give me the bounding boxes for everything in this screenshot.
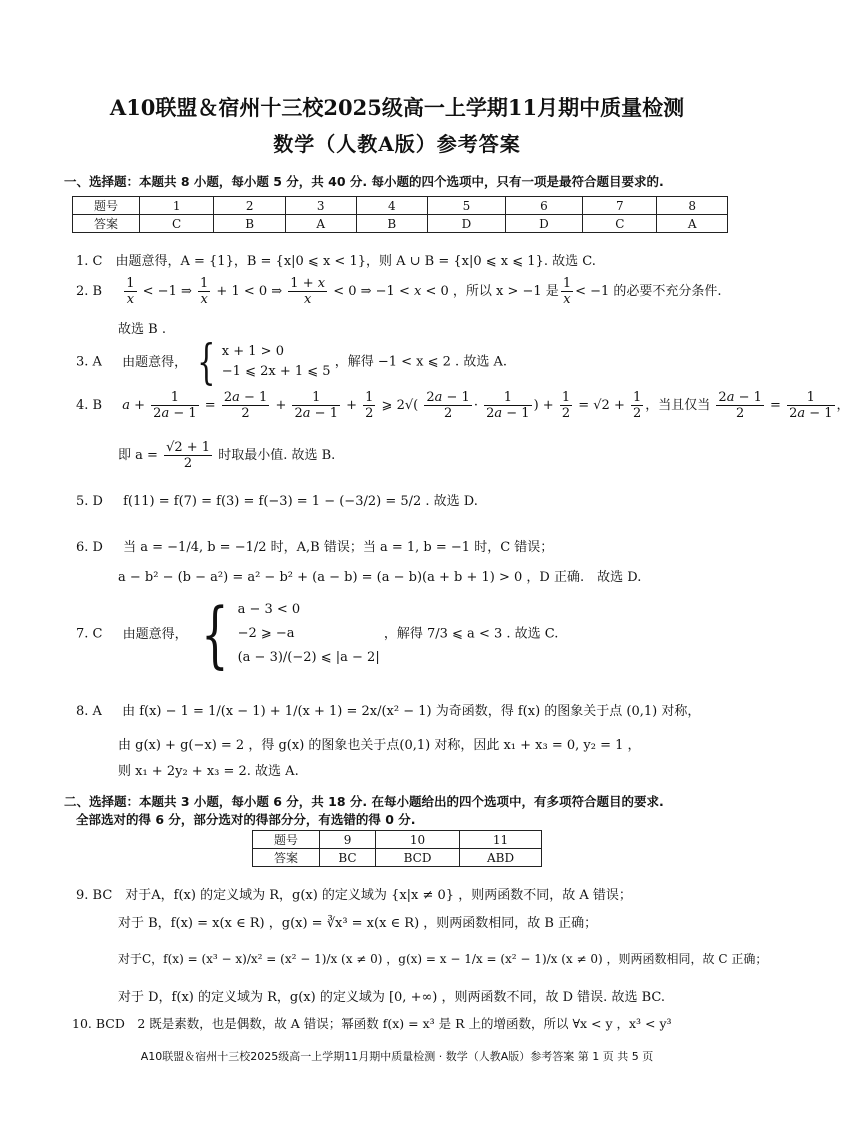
solution-8-line2: 由 g(x) + g(−x) = 2 ，得 g(x) 的图象也关于点(0,1) 对称，因此 x₁ + x₃ = 0, y₂ = 1 ， xyxy=(118,738,641,753)
solution-3-lead: 由题意得， xyxy=(122,354,188,370)
table-cell: 3 xyxy=(285,197,356,215)
table-cell: B xyxy=(356,215,428,233)
answer-table-1 xyxy=(72,196,728,233)
table-cell: ABD xyxy=(460,849,542,867)
table-cell: D xyxy=(428,215,505,233)
table-cell: 2 xyxy=(214,197,286,215)
solution-2-line2: 故选 B . xyxy=(118,322,166,337)
page-footer: A10联盟＆宿州十三校2025级高一上学期11月期中质量检测 · 数学（人教A版）参考答案 第 1 页 共 5 页 xyxy=(140,1050,654,1063)
solution-8-line3: 则 x₁ + 2y₂ + x₃ = 2. 故选 A. xyxy=(118,764,299,779)
solution-number: 4. B xyxy=(76,398,103,413)
solution-4-line2-lead: 即 a = xyxy=(118,448,158,463)
system-line: (a − 3)/(−2) ⩽ |a − 2| xyxy=(237,650,380,665)
solution-9-line1: 9. BC 对于A，f(x) 的定义域为 R，g(x) 的定义域为 {x|x ≠ 0} ，则两函数不同，故 A 错误； xyxy=(76,888,632,903)
solution-4-tail: ，当且仅当 xyxy=(645,398,711,413)
table-row-questions xyxy=(73,197,728,215)
table-header-cell: 答案 xyxy=(253,849,320,867)
table-row-answers xyxy=(73,215,728,233)
section2-heading-line2: 全部选对的得 6 分，部分选对的得部分分，有选错的得 0 分. xyxy=(76,812,416,827)
solution-9-line2: 对于 B，f(x) = x(x ∈ R) ，g(x) = ∛x³ = x(x ∈ R) ，则两函数相同，故 B 正确； xyxy=(118,916,598,931)
table-header-cell: 答案 xyxy=(73,215,140,233)
solution-5-text: f(11) = f(7) = f(3) = f(−3) = 1 − (−3/2) = 5/2 . 故选 D. xyxy=(123,494,478,509)
solution-2-tail: < −1 的必要不充分条件. xyxy=(575,284,722,299)
solution-7-lead: 由题意得， xyxy=(122,626,188,642)
solution-9-line4: 对于 D，f(x) 的定义域为 R，g(x) 的定义域为 [0, +∞) ，则两函数不同，故 D 错误. 故选 BC. xyxy=(118,990,665,1005)
solution-3: 3. A 由题意得， { x + 1 > 0 −1 ⩽ 2x + 1 ⩽ 5 ，解得 −1 < x ⩽ 2 . 故选 A. xyxy=(76,334,507,390)
table-cell: A xyxy=(657,215,728,233)
solution-10-line1: 10. BCD 2 既是素数，也是偶数，故 A 错误；幂函数 f(x) = x³ 是 R 上的增函数，所以 ∀x < y ，x³ < y³ xyxy=(72,1016,672,1031)
solution-9-line3: 对于C，f(x) = (x³ − x)/x² = (x² − 1)/x (x ≠ 0) ，g(x) = x − 1/x = (x² − 1)/x (x ≠ 0) ，则两函数相同，故 C 正确； xyxy=(118,952,768,966)
solution-3-tail: ，解得 −1 < x ⩽ 2 . 故选 A. xyxy=(334,354,507,370)
solution-number: 2. B xyxy=(76,284,103,299)
solution-number: 8. A xyxy=(76,704,102,719)
table-cell: BC xyxy=(320,849,376,867)
table-cell: C xyxy=(140,215,214,233)
solution-2-text: ，所以 x > −1 是 xyxy=(452,284,559,299)
table-cell: C xyxy=(583,215,657,233)
table-cell: D xyxy=(505,215,582,233)
solution-4-line2: 即 a = $\frac{√2 + 1}{2}$ 时取最小值. 故选 B. xyxy=(118,440,336,471)
table-cell: 6 xyxy=(505,197,582,215)
solution-6-line1: 当 a = −1/4, b = −1/2 时，A,B 错误；当 a = 1, b = −1 时，C 错误； xyxy=(123,540,554,555)
solution-2: 2. B $\frac{1}{x}$ < −1 ⇒ $\frac{1}{x}$ + 1 < 0 ⇒ $\frac{1 + x}{x}$ < 0 ⇒ −1 < x < 0 ，所以 x > −1 是 $\frac{1}{x}$ < −1 的必要不充分条件. xyxy=(76,276,722,307)
solution-6 xyxy=(76,536,553,555)
section1-heading: 一、选择题：本题共 8 小题，每小题 5 分，共 40 分. 每小题的四个选项中，只有一项是最符合题目要求的. xyxy=(64,174,664,189)
solution-number: 6. D xyxy=(76,540,103,555)
table-header-cell: 题号 xyxy=(253,831,320,849)
solution-1: 1. C 由题意得，A = {1}，B = {x|0 ⩽ x < 1}，则 A ∪ B = {x|0 ⩽ x ⩽ 1}. 故选 C. xyxy=(76,254,596,269)
table-cell: 5 xyxy=(428,197,505,215)
solution-5 xyxy=(76,490,478,509)
table-cell: 1 xyxy=(140,197,214,215)
table-row-answers xyxy=(253,849,542,867)
system-line: −2 ⩾ −a xyxy=(237,626,295,641)
system-line: −1 ⩽ 2x + 1 ⩽ 5 xyxy=(221,364,331,379)
solution-number: 7. C xyxy=(76,626,103,642)
solution-4-line2-tail: 时取最小值. 故选 B. xyxy=(218,448,336,463)
document-subtitle: 数学（人教A版）参考答案 xyxy=(273,132,521,156)
table-cell: 11 xyxy=(460,831,542,849)
table-header-cell: 题号 xyxy=(73,197,140,215)
solution-8-line1: 由 f(x) − 1 = 1/(x − 1) + 1/(x + 1) = 2x/(x² − 1) 为奇函数，得 f(x) 的图象关于点 (0,1) 对称， xyxy=(122,704,701,719)
solution-7-tail: ，解得 7/3 ⩽ a < 3 . 故选 C. xyxy=(383,626,559,642)
solution-7: 7. C 由题意得， { a − 3 < 0 −2 ⩾ −a (a − 3)/(−2) ⩽ |a − 2| ，解得 7/3 ⩽ a < 3 . 故选 C. xyxy=(76,592,559,676)
solution-number: 3. A xyxy=(76,354,102,370)
table-cell: 8 xyxy=(657,197,728,215)
table-cell: A xyxy=(285,215,356,233)
document-title: A10联盟＆宿州十三校2025级高一上学期11月期中质量检测 xyxy=(109,95,685,120)
table-row-questions xyxy=(253,831,542,849)
table-cell: 7 xyxy=(583,197,657,215)
section2-heading-line1: 二、选择题：本题共 3 小题，每小题 6 分，共 18 分. 在每小题给出的四个选项中，有多项符合题目的要求. xyxy=(64,794,664,809)
table-cell: 10 xyxy=(376,831,460,849)
solution-number: 5. D xyxy=(76,494,103,509)
table-cell: 4 xyxy=(356,197,428,215)
solution-8 xyxy=(76,700,700,719)
answer-table-2 xyxy=(252,830,542,867)
table-cell: BCD xyxy=(376,849,460,867)
table-cell: B xyxy=(214,215,286,233)
table-cell: 9 xyxy=(320,831,376,849)
system-line: x + 1 > 0 xyxy=(221,344,284,359)
system-line: a − 3 < 0 xyxy=(237,602,301,617)
solution-4: 4. B a + $\frac{1}{2a - 1}$ = $\frac{2a - 1}{2}$ + $\frac{1}{2a - 1}$ + $\frac{1}{2}$ ⩾ 2√( $\frac{2a - 1}{2}$ · $\frac{1}{2a - 1}$ ) + $\frac{1}{2}$ = √2 + $\frac{1}{2}$ ，当且仅当 $\frac{2a - 1}{2}$ = $\frac{1}{2a - 1}$ ， xyxy=(76,390,850,421)
solution-6-line2: a − b² − (b − a²) = a² − b² + (a − b) = (a − b)(a + b + 1) > 0 ，D 正确. 故选 D. xyxy=(118,570,642,585)
